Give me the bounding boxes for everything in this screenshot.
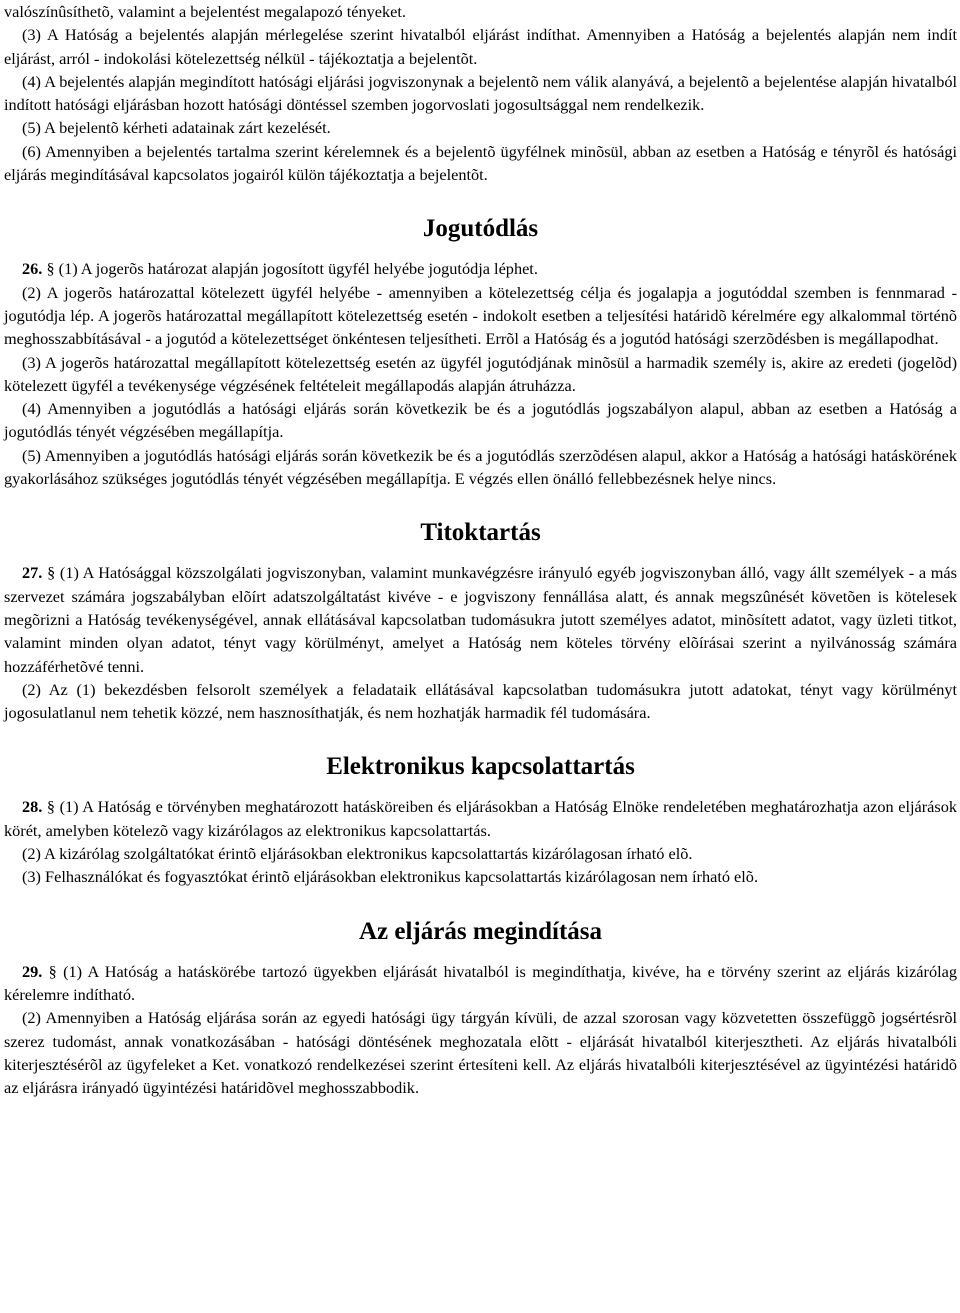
section-number: 28.: [22, 797, 43, 817]
section-heading-titoktartas: Titoktartás: [420, 519, 541, 547]
section-26-paragraph-5: (5) Amennyiben a jogutódlás hatósági eljárás során következik be és a jogutódlás szerzõdésen alapul, akkor a Hatóság a hatósági hatáskörének gyakorlásához szükséges jogutódlás tényét végzésében megállapítja. E végzés ellen önálló fellebbezésnek helye nincs.: [4, 445, 957, 489]
section-27-paragraph-1: [4, 561, 957, 677]
section-28-paragraph-2: (2) A kizárólag szolgáltatókat érintõ eljárásokban elektronikus kapcsolattartás kizárólagosan írható elõ.: [22, 844, 693, 864]
section-first-text: (1) A jogerõs határozat alapján jogosított ügyfél helyébe jogutódja léphet.: [54, 259, 538, 279]
section-28-paragraph-3: (3) Felhasználókat és fogyasztókat érintõ eljárásokban elektronikus kapcsolattartás kizárólagosan nem írható elõ.: [22, 867, 759, 887]
section-26-paragraph-2: (2) A jogerõs határozattal kötelezett ügyfél helyébe - amennyiben a kötelezettség célja és jogalapja a jogutóddal szemben is fennmarad - jogutódja lép. A jogerõs határozattal megállapított kötelezettség esetén - indokolt esetben a teljesítési határidõ kérelmére egy alkalommal történõ meghosszabbításával - a jogutód a kötelezettséget önkéntesen teljesítheti. Errõl a Hatóság és a jogutód hatósági szerzõdésben is megállapodhat.: [4, 282, 957, 349]
section-sign: §: [47, 563, 56, 583]
section-heading-elektronikus-kapcsolattartas: Elektronikus kapcsolattartás: [326, 753, 635, 781]
section-number: 27.: [22, 563, 43, 583]
section-sign: §: [46, 259, 55, 279]
section-first-text: (1) A Hatóság a hatáskörébe tartozó ügyekben eljárását hivatalból is megindíthatja, kivéve, ha e törvény szerint az eljárás kizárólag kérelemre indítható.: [4, 961, 957, 1004]
section-sign: §: [48, 961, 57, 981]
section-28-paragraph-1: [4, 795, 957, 842]
paragraph-25-4: (4) A bejelentés alapján megindított hatósági eljárási jogviszonynak a bejelentõ nem válik alanyává, a bejelentõ a bejelentése alapján hivatalból indított hatósági eljárásban hozott hatósági döntéssel szemben jogorvoslati jogosultsággal nem rendelkezik.: [4, 71, 957, 115]
section-27-paragraph-2: (2) Az (1) bekezdésben felsorolt személyek a feladataik ellátásával kapcsolatban tudomásukra jutott adatokat, tényt vagy körülményt jogosulatlanul nem tehetik közzé, nem hasznosíthatják, és nem hozhatják harmadik fél tudomására.: [4, 679, 957, 723]
section-29-paragraph-1: [4, 960, 957, 1007]
paragraph-25-5: (5) A bejelentõ kérheti adatainak zárt kezelését.: [22, 118, 331, 138]
section-heading-jogutodlas: Jogutódlás: [422, 215, 539, 243]
section-26-paragraph-3: (3) A jogerõs határozattal megállapított kötelezettség esetén az ügyfél jogutódjának minõsül a harmadik személy is, akire az eredeti (jogelõd) kötelezett ügyfél a tevékenysége végzésének feltételeit megállapodás alapján átruházza.: [4, 352, 957, 395]
section-sign: §: [46, 797, 56, 817]
section-26-paragraph-1: [4, 257, 957, 280]
section-first-text: (1) A Hatóság e törvényben meghatározott hatásköreiben és eljárásokban a Hatóság Elnöke rendeletében meghatározhatja azon eljárások körét, amelyben kötelezõ vagy kizárólagos az elektronikus kapcsolattartás.: [4, 797, 957, 840]
section-26-paragraph-4: (4) Amennyiben a jogutódlás a hatósági eljárás során következik be és a jogutódlás jogszabályon alapul, abban az esetben a Hatóság a jogutódlás tényét végzésében megállapítja.: [4, 399, 957, 442]
section-heading-az-eljaras-megind: Az eljárás megindítása: [358, 917, 603, 945]
section-first-text: (1) A Hatósággal közszolgálati jogviszonyban, valamint munkavégzésre irányuló egyéb jogviszonyban álló, vagy állt személyek - a más szervezet számára jogszabályban elõírt adatszolgáltatást kivéve - e jogviszony fennállása alatt, és annak megszûnését követõen is kötelesek megõrizni a Hatóság tevékenységével, annak ellátásával kapcsolatban tudomásukra jutott személyes adatot, minõsített adatot, vagy üzleti titkot, valamint minden olyan adatot, tényt vagy körülményt, amelyet a Hatóság nem köteles törvény elõírásai szerint a nyilvánosság számára hozzáférhetõvé tenni.: [4, 563, 957, 676]
paragraph-continuation: valószínûsíthetõ, valamint a bejelentést megalapozó tényeket.: [4, 2, 406, 21]
section-29-paragraph-2: (2) Amennyiben a Hatóság eljárása során az egyedi hatósági ügy tárgyán kívüli, de azzal szorosan vagy közvetetten összefüggõ jogsértésrõl szerez tudomást, annak vonatkozásában - hatósági döntésének meghozatala elõtt - eljárását hivatalból kiterjesztheti. Az eljárás hivatalbóli kiterjesztésérõl az ügyfeleket a Ket. vonatkozó rendelkezései szerint értesíteni kell. Az eljárás hivatalbóli kiterjesztésével az ügyintézési határidõ az eljárásra irányadó ügyintézési határidõvel meghosszabbodik.: [4, 1008, 957, 1098]
paragraph-25-6: (6) Amennyiben a bejelentés tartalma szerint kérelemnek és a bejelentõ ügyfélnek minõsül, abban az esetben a Hatóság e tényrõl és hatósági eljárás megindításával kapcsolatos jogairól külön tájékoztatja a bejelentõt.: [4, 141, 957, 185]
section-number: 26.: [22, 259, 43, 279]
paragraph-25-3: (3) A Hatóság a bejelentés alapján mérlegelése szerint hivatalból eljárást indíthat. Amennyiben a Hatóság a bejelentés alapján nem indít eljárást, arról - indokolási kötelezettség nélkül - tájékoztatja a bejelentõt.: [4, 25, 957, 68]
section-number: 29.: [22, 961, 43, 981]
